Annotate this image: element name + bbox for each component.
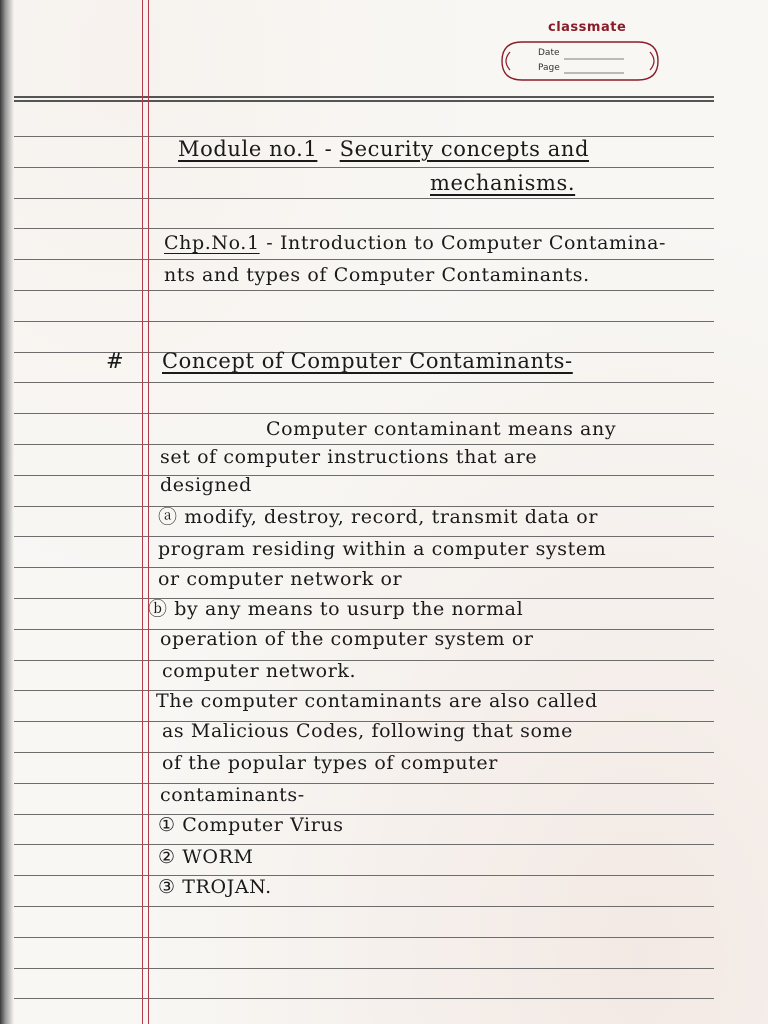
chapter-title-line2: nts and types of Computer Contaminants. [164,264,590,286]
ruled-line [14,660,714,661]
ruled-line [14,100,714,102]
brand-logo: classmate [548,20,627,35]
ruled-line [14,906,714,907]
ruled-line [14,536,714,537]
ruled-line [14,228,714,229]
ruled-line [14,413,714,414]
chapter-dash: - [266,232,274,254]
ruled-line [14,382,714,383]
body-line-5: program residing within a computer system [158,538,607,560]
module-label: Module no.1 [178,137,318,161]
section-title: Concept of Computer Contaminants- [162,349,573,373]
list-item: ① Computer Virus [158,814,344,836]
ruled-line [14,290,714,291]
body-line-2: set of computer instructions that are [160,446,538,468]
ruled-line [14,998,714,999]
ruled-line [14,783,714,784]
module-title-line2: mechanisms. [430,171,576,195]
ruled-line [14,844,714,845]
module-heading [178,138,589,160]
margin-line-left [142,0,143,1024]
ruled-line [14,475,714,476]
binding-shadow [0,0,14,1024]
page-label: Page [538,63,560,73]
ruled-line [14,198,714,199]
body-line-13: contaminants- [160,784,305,806]
section-hash: # [106,349,125,373]
body-line-9: computer network. [162,660,357,682]
ruled-line [14,814,714,815]
module-title-line1: Security concepts and [339,137,590,161]
ruled-line [14,321,714,322]
ruled-line [14,259,714,260]
body-line-11: as Malicious Codes, following that some [162,720,574,742]
body-line-4: ⓐ modify, destroy, record, transmit data or [158,506,599,528]
list-item: ③ TROJAN. [158,876,272,898]
date-box-frame [500,38,660,84]
date-page-box [500,38,660,84]
ruled-line [14,96,714,98]
ruled-line [14,875,714,876]
ruled-line [14,968,714,969]
date-label: Date [538,48,560,58]
chapter-label: Chp.No.1 [164,232,260,254]
ruled-line [14,444,714,445]
body-line-7: ⓑ by any means to usurp the normal [148,598,524,620]
body-line-12: of the popular types of computer [162,752,498,774]
body-line-1: Computer contaminant means any [266,418,617,440]
chapter-heading [164,232,666,254]
ruled-line [14,167,714,168]
body-line-3: designed [160,474,252,496]
margin-line-right [148,0,149,1024]
chapter-title-line1: Introduction to Computer Contamina- [279,232,667,254]
body-line-6: or computer network or [158,568,403,590]
ruled-line [14,937,714,938]
list-item: ② WORM [158,846,254,868]
module-dash: - [324,137,333,161]
body-line-8: operation of the computer system or [160,628,534,650]
body-line-10: The computer contaminants are also called [156,690,598,712]
